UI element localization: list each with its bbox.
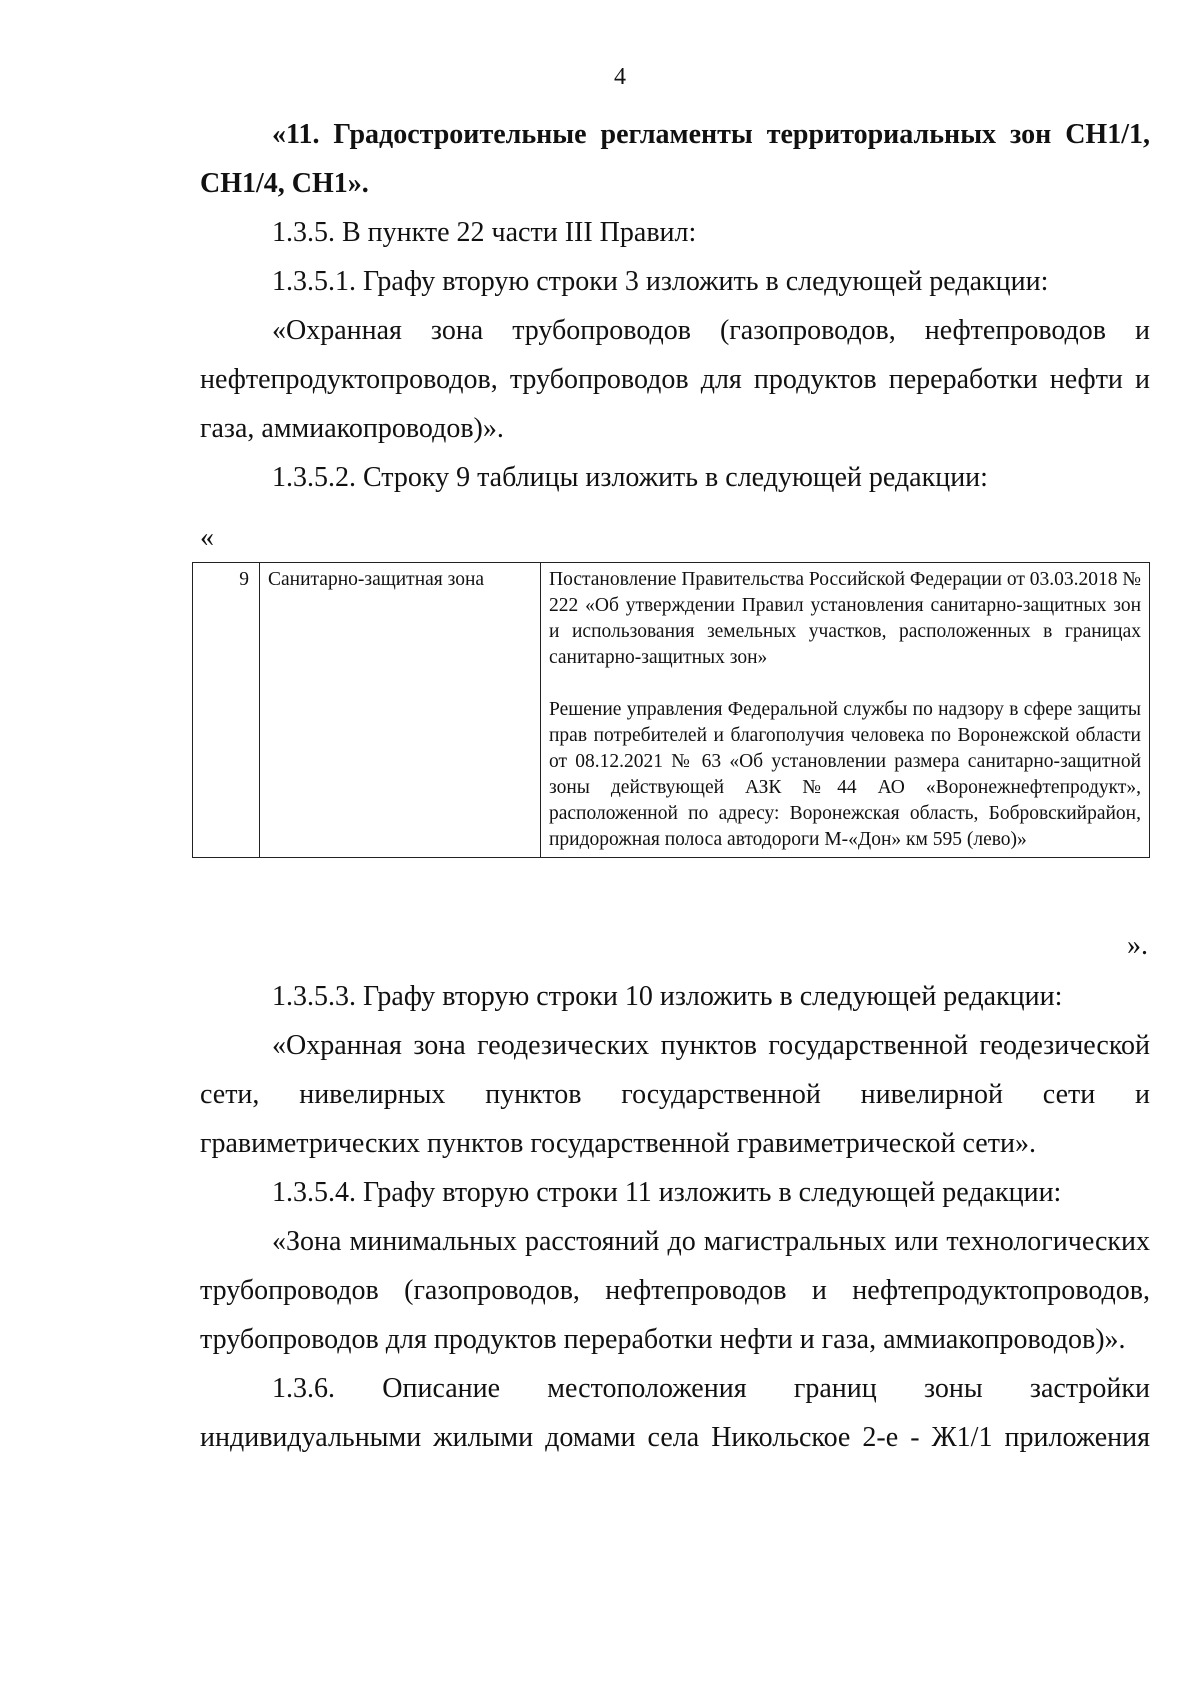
table-open-quote: « [200, 522, 214, 553]
table-row [193, 563, 1150, 858]
document-body-bottom [200, 972, 1150, 1462]
paragraph-1-3-5-4: 1.3.5.4. Графу вторую строки 11 изложить в следующей редакции: [272, 1177, 1062, 1208]
paragraph-1-3-5-1: 1.3.5.1. Графу вторую строки 3 изложить в следующей редакции: [272, 266, 1049, 297]
paragraph-1-3-5-3: 1.3.5.3. Графу вторую строки 10 изложить в следующей редакции: [272, 981, 1063, 1012]
document-1: Постановление Правительства Российской Федерации от 03.03.2018 № 222 «Об утверждении Правил установления санитарно-защитных зон и использования земельных участков, расположенных в границах санитарно-защитных зон» [549, 569, 1141, 668]
quote-1-3-5-3: «Охранная зона геодезических пунктов государственной геодезической сети, нивелирных пунктов государственной нивелирной сети и гравиметрических пунктов государственной гравиметрической сети». [200, 1030, 1150, 1159]
documents-cell [541, 563, 1150, 858]
quote-1-3-5-4: «Зона минимальных расстояний до магистральных или технологических трубопроводов (газопроводов, нефтепроводов и нефтепродуктопроводов, трубопроводов для продуктов переработки нефти и газа, аммиакопроводов)». [200, 1226, 1150, 1355]
document-2: Решение управления Федеральной службы по надзору в сфере защиты прав потребителей и благополучия человека по Воронежской области от 08.12.2021 № 63 «Об установлении размера санитарно-защитной зоны действующей АЗК №44 АО «Воронежнефтепродукт», расположенной по адресу: Воронежская область, Бобровскийрайон, придорожная полоса автодороги М-«Дон» км 595 (лево)» [549, 699, 1141, 850]
paragraph-1-3-5: 1.3.5. В пункте 22 части III Правил: [272, 217, 697, 248]
zone-name-cell: Санитарно-защитная зона [260, 563, 541, 858]
document-body-top [200, 110, 1150, 502]
paragraph-1-3-6: 1.3.6. Описание местоположения границ зоны застройки индивидуальными жилыми домами села Никольское 2-е - Ж1/1 приложения [200, 1373, 1150, 1453]
quote-1-3-5-1: «Охранная зона трубопроводов (газопроводов, нефтепроводов и нефтепродуктопроводов, трубопроводов для продуктов переработки нефти и газа, аммиакопроводов)». [200, 315, 1150, 444]
table-close-quote: ». [1127, 930, 1148, 961]
regulation-table [192, 562, 1150, 858]
section-heading: «11. Градостроительные регламенты территориальных зон СН1/1, СН1/4, СН1». [200, 119, 1150, 199]
page-number: 4 [614, 64, 626, 90]
row-number-cell: 9 [193, 563, 260, 858]
paragraph-1-3-5-2: 1.3.5.2. Строку 9 таблицы изложить в следующей редакции: [272, 462, 988, 493]
